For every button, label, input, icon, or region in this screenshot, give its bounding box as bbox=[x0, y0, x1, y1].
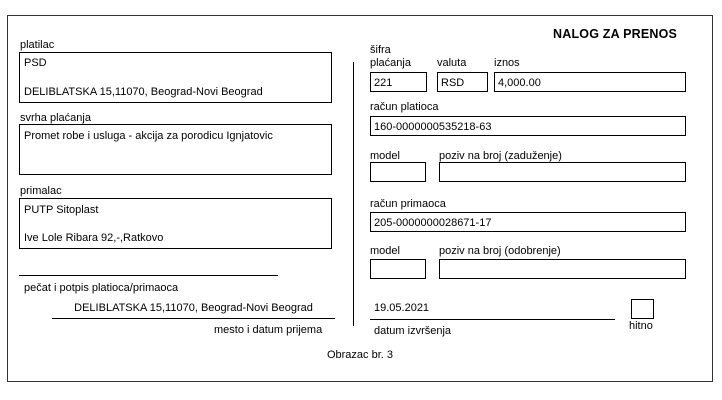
column-divider bbox=[353, 62, 354, 326]
amount-label: iznos bbox=[494, 57, 520, 69]
credit-model-label: model bbox=[370, 245, 400, 257]
payment-code-value: 221 bbox=[374, 77, 393, 89]
payer-account-value: 160-0000000535218-63 bbox=[374, 121, 492, 133]
recipient-account-field[interactable] bbox=[370, 212, 686, 232]
credit-reference-label: poziv na broj (odobrenje) bbox=[439, 245, 561, 257]
purpose-text: Promet robe i usluga - akcija za porodicu Ignjatovic bbox=[24, 130, 273, 142]
credit-model-field[interactable] bbox=[370, 259, 426, 279]
form-title: NALOG ZA PRENOS bbox=[553, 27, 678, 41]
payer-account-label: račun platioca bbox=[370, 101, 439, 113]
signature-line bbox=[19, 275, 278, 276]
place-value: DELIBLATSKA 15,11070, Beograd-Novi Beograd bbox=[74, 302, 313, 314]
execution-date-value: 19.05.2021 bbox=[374, 302, 430, 314]
currency-value: RSD bbox=[441, 77, 465, 89]
urgent-checkbox[interactable] bbox=[631, 299, 654, 319]
payer-name: PSD bbox=[24, 57, 47, 69]
purpose-box[interactable] bbox=[19, 124, 332, 175]
recipient-account-value: 205-0000000028671-17 bbox=[374, 217, 492, 229]
amount-field[interactable] bbox=[494, 72, 686, 92]
recipient-account-label: račun primaoca bbox=[370, 198, 446, 210]
recipient-box[interactable] bbox=[19, 198, 332, 249]
payer-account-field[interactable] bbox=[370, 116, 686, 136]
credit-reference-field[interactable] bbox=[439, 259, 686, 279]
amount-value: 4,000.00 bbox=[498, 77, 541, 89]
debit-reference-field[interactable] bbox=[439, 162, 686, 182]
recipient-name: PUTP Sitoplast bbox=[24, 204, 99, 216]
recipient-address: Ive Lole Ribara 92,-,Ratkovo bbox=[24, 232, 164, 244]
payment-code-label-1: šifra bbox=[370, 44, 391, 56]
signature-label: pečat i potpis platioca/primaoca bbox=[24, 282, 179, 294]
debit-model-field[interactable] bbox=[370, 162, 426, 182]
debit-model-label: model bbox=[370, 150, 400, 162]
urgent-label: hitno bbox=[629, 320, 653, 332]
payer-label: platilac bbox=[20, 39, 55, 51]
payment-code-field[interactable] bbox=[370, 72, 427, 92]
currency-field[interactable] bbox=[437, 72, 488, 92]
debit-reference-label: poziv na broj (zaduženje) bbox=[439, 150, 562, 162]
recipient-label: primalac bbox=[20, 185, 62, 197]
form-number: Obrazac br. 3 bbox=[326, 349, 394, 361]
currency-label: valuta bbox=[437, 57, 467, 69]
execution-date-label: datum izvršenja bbox=[374, 325, 452, 337]
payment-code-label-2: plaćanja bbox=[370, 57, 411, 69]
payer-address: DELIBLATSKA 15,11070, Beograd-Novi Beograd bbox=[24, 86, 263, 98]
execution-date-line bbox=[370, 319, 615, 320]
purpose-label: svrha plaćanja bbox=[20, 112, 91, 124]
place-label: mesto i datum prijema bbox=[214, 324, 323, 336]
place-line bbox=[52, 318, 335, 319]
payer-box[interactable] bbox=[19, 52, 332, 103]
